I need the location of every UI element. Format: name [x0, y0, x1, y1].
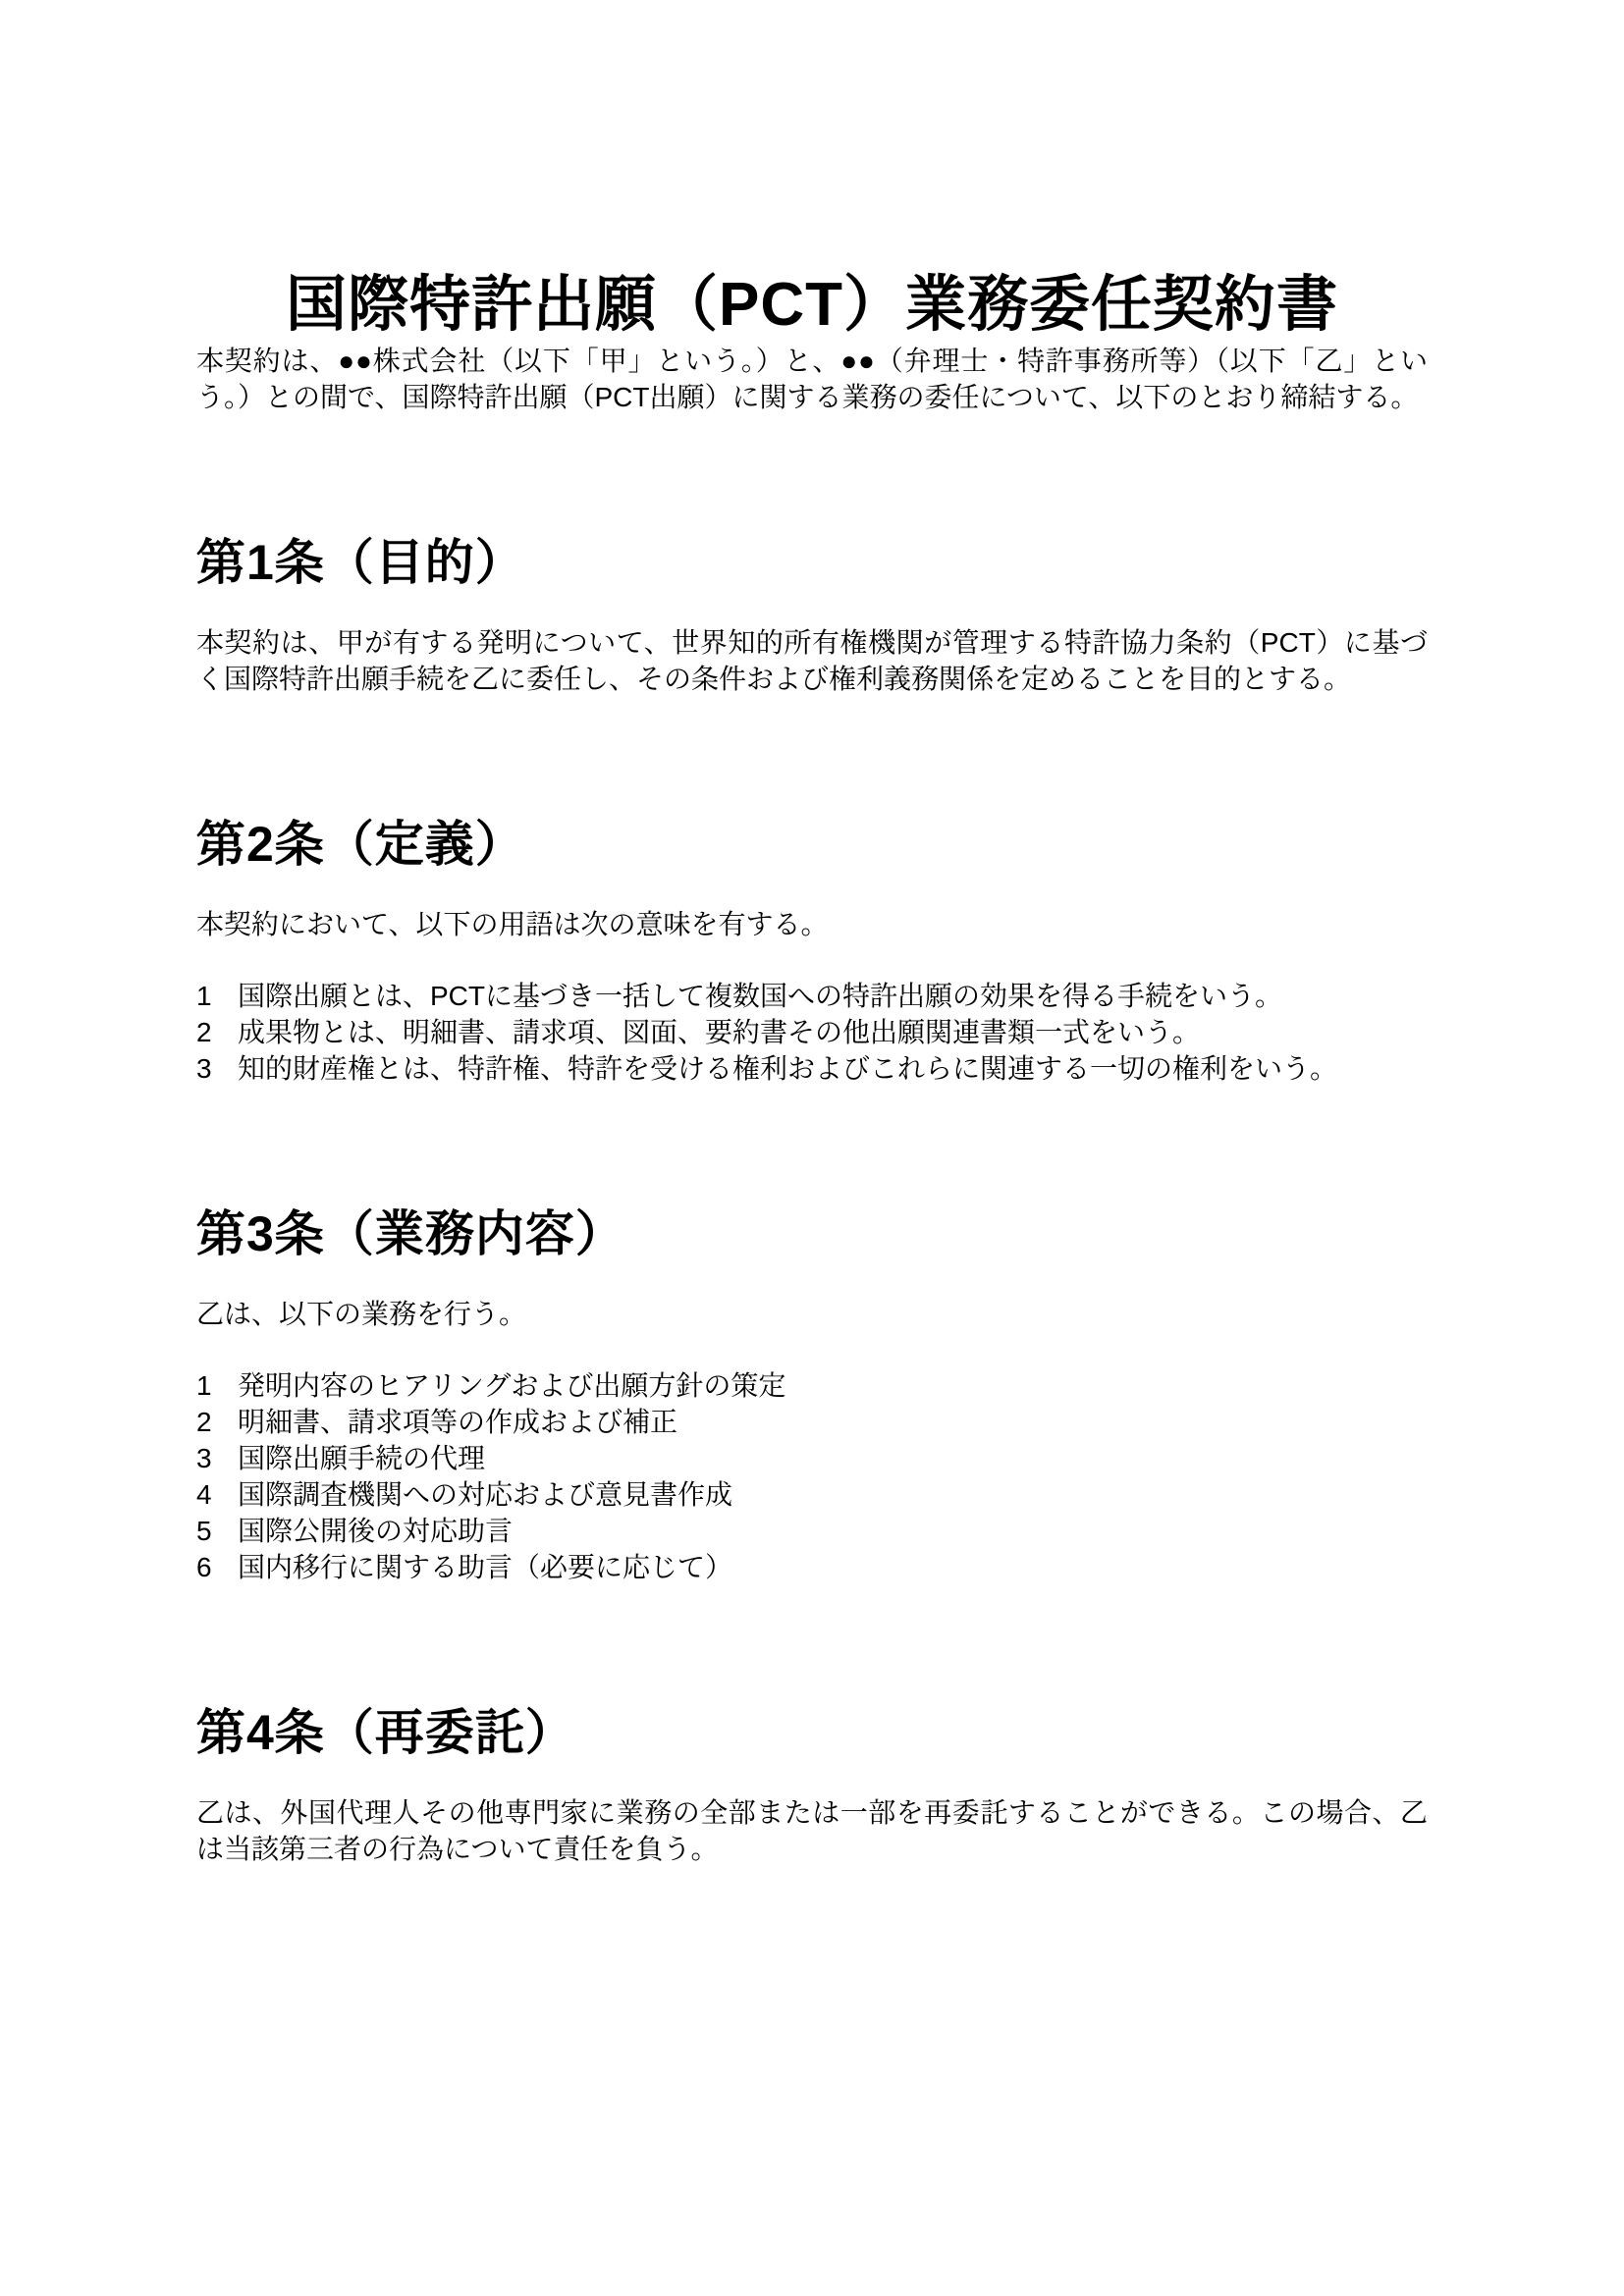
definitions-list — [196, 978, 1428, 1087]
intro-paragraph: 本契約は、●●株式会社（以下「甲」という。）と、●●（弁理士・特許事務所等）（以下「乙」という。）との間で、国際特許出願（PCT出願）に関する業務の委任について、以下のとおり締結する。 — [196, 346, 1428, 412]
list-item-number: 6 — [196, 1552, 212, 1582]
list-item-text: 知的財産権とは、特許権、特許を受ける権利およびこれらに関連する一切の権利をいう。 — [238, 1053, 1338, 1084]
list-item — [196, 1014, 1428, 1050]
list-item — [196, 1513, 1428, 1549]
section-article-1 — [196, 533, 1428, 697]
list-item-number: 4 — [196, 1479, 212, 1510]
list-item — [196, 978, 1428, 1014]
list-item-text: 国際公開後の対応助言 — [238, 1516, 514, 1546]
list-item-text: 発明内容のヒアリングおよび出願方針の策定 — [238, 1370, 786, 1401]
list-item-text: 成果物とは、明細書、請求項、図面、要約書その他出願関連書類一式をいう。 — [238, 1017, 1201, 1047]
section-paragraph: 本契約において、以下の用語は次の意味を有する。 — [196, 909, 829, 939]
list-item-number: 3 — [196, 1443, 212, 1473]
list-item-text: 国際調査機関への対応および意見書作成 — [238, 1479, 733, 1510]
section-paragraph: 本契約は、甲が有する発明について、世界知的所有権機関が管理する特許協力条約（PCT）に基づく国際特許出願手続を乙に委任し、その条件および権利義務関係を定めることを目的とする。 — [196, 627, 1428, 694]
list-item — [196, 1367, 1428, 1404]
list-item-number: 1 — [196, 981, 212, 1011]
section-article-2 — [196, 815, 1428, 1087]
list-item-number: 2 — [196, 1407, 212, 1437]
list-item-number: 5 — [196, 1516, 212, 1546]
section-paragraph: 乙は、外国代理人その他専門家に業務の全部または一部を再委託することができる。この場合、乙は当該第三者の行為について責任を負う。 — [196, 1797, 1428, 1864]
list-item-text: 明細書、請求項等の作成および補正 — [238, 1407, 678, 1437]
section-heading: 第2条（定義） — [196, 817, 525, 872]
list-item — [196, 1050, 1428, 1087]
list-item — [196, 1404, 1428, 1440]
list-item-text: 国際出願手続の代理 — [238, 1443, 486, 1473]
list-item — [196, 1440, 1428, 1476]
services-list — [196, 1367, 1428, 1585]
section-article-3 — [196, 1204, 1428, 1585]
list-item — [196, 1549, 1428, 1585]
section-heading: 第4条（再委託） — [196, 1705, 575, 1760]
list-item-text: 国内移行に関する助言（必要に応じて） — [238, 1552, 733, 1582]
section-heading: 第1条（目的） — [196, 535, 525, 590]
list-item-text: 国際出願とは、PCTに基づき一括して複数国への特許出願の効果を得る手続をいう。 — [238, 981, 1283, 1011]
list-item-number: 2 — [196, 1017, 212, 1047]
document-title: 国際特許出願（PCT）業務委任契約書 — [285, 271, 1338, 339]
list-item-number: 3 — [196, 1053, 212, 1084]
section-heading: 第3条（業務内容） — [196, 1206, 625, 1261]
section-article-4 — [196, 1703, 1428, 1867]
section-paragraph: 乙は、以下の業務を行う。 — [196, 1299, 527, 1329]
list-item — [196, 1476, 1428, 1513]
list-item-number: 1 — [196, 1370, 212, 1401]
